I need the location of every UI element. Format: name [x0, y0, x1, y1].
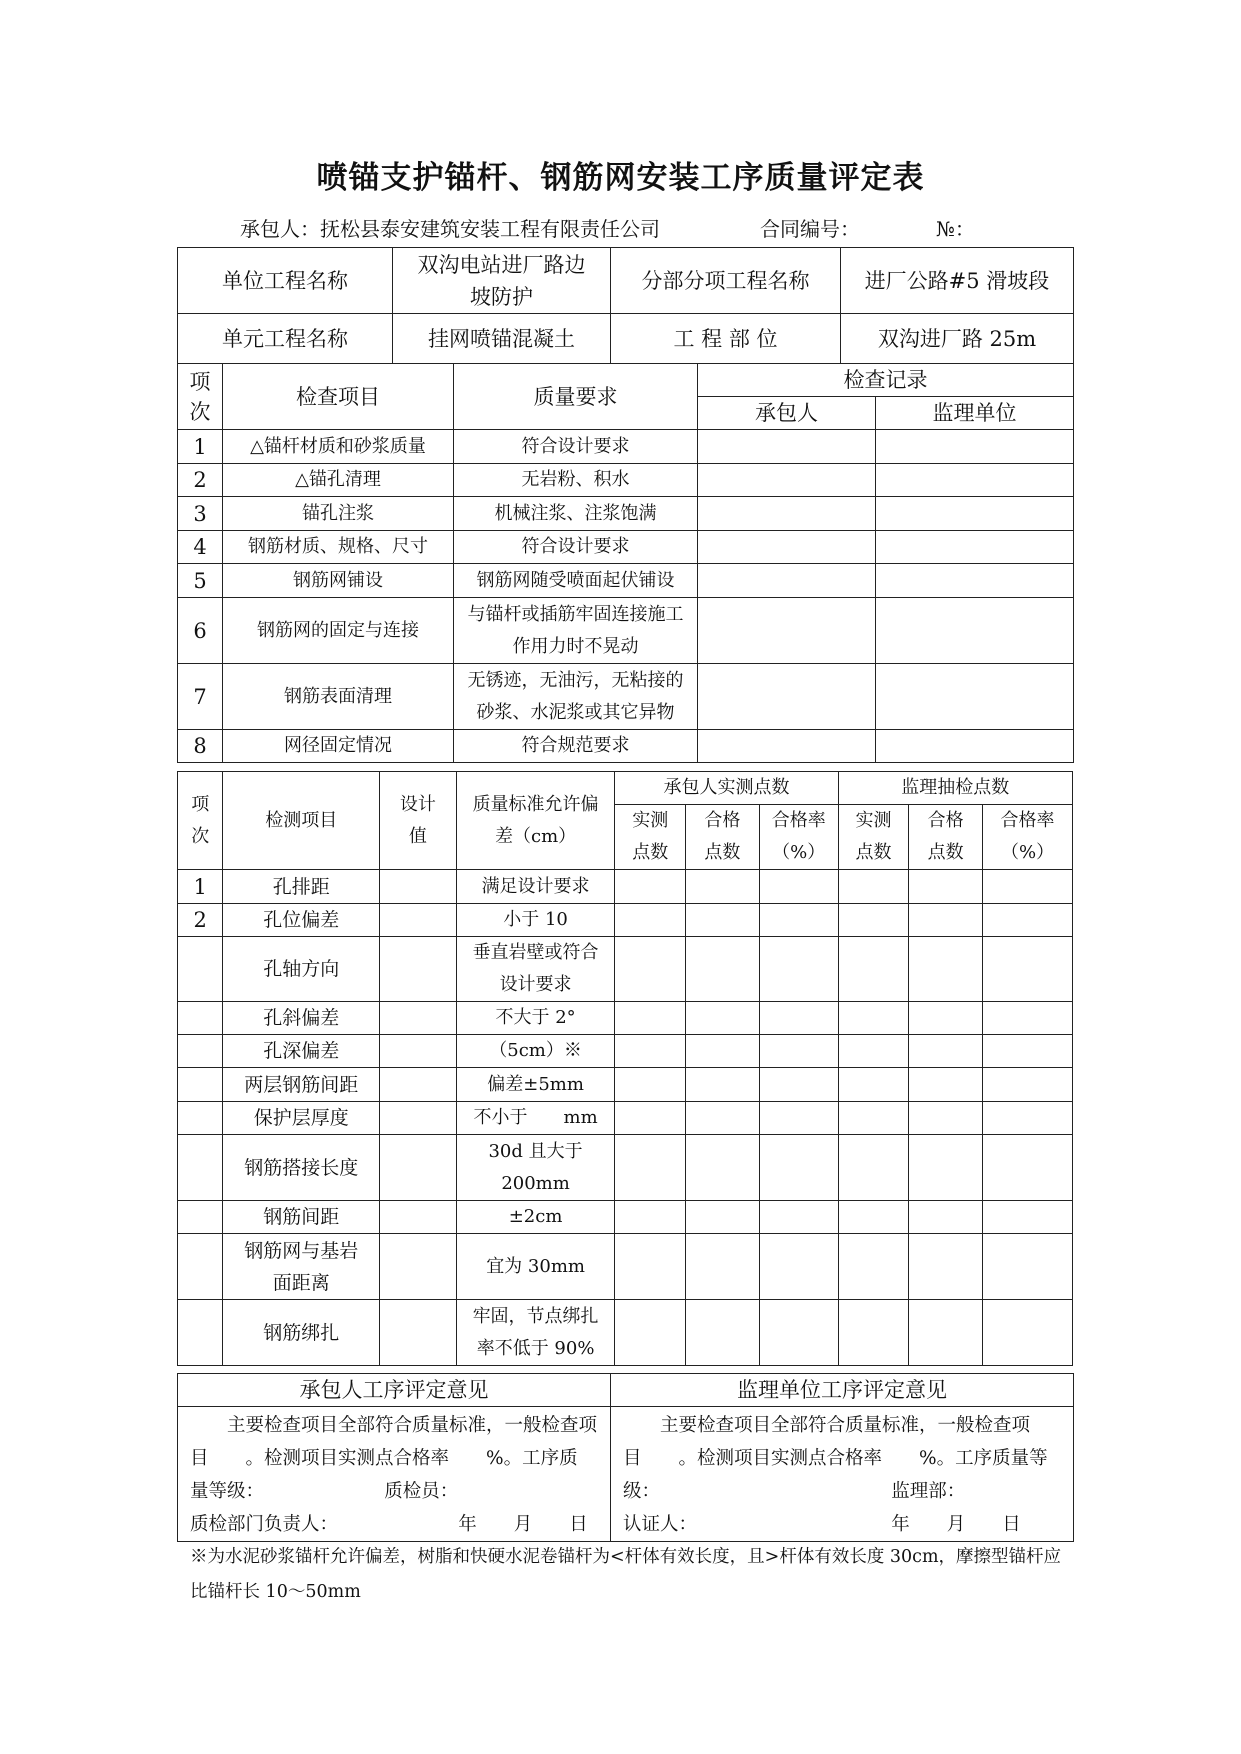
data-cell[interactable]: [759, 1002, 838, 1035]
table-row: [178, 870, 1073, 904]
row-no: [178, 1035, 223, 1068]
supervisor-opinion-line: 认证人： 年 月 日: [623, 1514, 1021, 1535]
row-requirement: 与锚杆或插筋牢固连接施工作用力时不晃动: [454, 598, 698, 664]
contractor-opinion-box[interactable]: [178, 1407, 611, 1542]
row-tolerance: 偏差±5mm: [456, 1068, 615, 1102]
row-tolerance: 小于 10: [456, 904, 615, 937]
data-cell[interactable]: [838, 1201, 909, 1234]
col-record-header: 检查记录: [698, 364, 1074, 397]
data-cell[interactable]: [615, 1102, 686, 1135]
data-cell[interactable]: [686, 1068, 760, 1102]
data-cell[interactable]: [983, 1102, 1073, 1135]
row-no: 4: [178, 531, 223, 564]
table-row: [178, 1300, 1073, 1366]
supervisor-points-header: 监理抽检点数: [838, 772, 1072, 805]
data-cell[interactable]: [615, 1035, 686, 1068]
supervisor-opinion-box[interactable]: [611, 1407, 1074, 1542]
row-item: 两层钢筋间距: [223, 1068, 380, 1102]
data-cell[interactable]: [686, 1035, 760, 1068]
design-value-cell[interactable]: [380, 1300, 457, 1366]
data-cell[interactable]: [759, 1035, 838, 1068]
data-cell[interactable]: [983, 870, 1073, 904]
supervisor-opinion-line: 目 。检测项目实测点合格率 %。工序质量等: [623, 1448, 1048, 1469]
row-item: 钢筋网的固定与连接: [223, 598, 454, 664]
row-item: 孔深偏差: [223, 1035, 380, 1068]
row-no: 3: [178, 497, 223, 531]
data-cell[interactable]: [983, 1035, 1073, 1068]
page-title: 喷锚支护锚杆、钢筋网安装工序质量评定表: [316, 160, 925, 196]
row-item: 钢筋材质、规格、尺寸: [223, 531, 454, 564]
supervisor-opinion-line: 主要检查项目全部符合质量标准，一般检查项: [623, 1415, 1031, 1436]
row-no: [178, 937, 223, 1002]
row-requirement: 符合设计要求: [454, 531, 698, 564]
row-item: 钢筋网铺设: [223, 564, 454, 598]
data-cell[interactable]: [759, 1201, 838, 1234]
data-cell[interactable]: [686, 904, 760, 937]
row-item: △锚杆材质和砂浆质量: [223, 430, 454, 464]
supervisor-record-cell[interactable]: [876, 464, 1074, 497]
data-cell[interactable]: [909, 904, 983, 937]
supervisor-opinion-title: 监理单位工序评定意见: [611, 1374, 1074, 1407]
contractor-record-cell[interactable]: [698, 564, 876, 598]
supervisor-record-cell[interactable]: [876, 664, 1074, 730]
sub-project-value: 进厂公路#5 滑坡段: [841, 248, 1074, 314]
contractor-measured-header: 实测点数: [615, 805, 686, 870]
row-requirement: 无岩粉、积水: [454, 464, 698, 497]
row-no: 1: [178, 430, 223, 464]
row-tolerance: ±2cm: [456, 1201, 615, 1234]
data-cell[interactable]: [686, 1201, 760, 1234]
table-row: [178, 1201, 1073, 1234]
table-row: [178, 937, 1073, 1002]
data-cell[interactable]: [615, 937, 686, 1002]
supervisor-record-cell[interactable]: [876, 564, 1074, 598]
data-cell[interactable]: [838, 904, 909, 937]
sub-project-label: 分部分项工程名称: [611, 248, 841, 314]
data-cell[interactable]: [909, 870, 983, 904]
data-cell[interactable]: [838, 1234, 909, 1300]
contract-no-label: 合同编号：: [760, 217, 860, 241]
supervisor-record-cell[interactable]: [876, 598, 1074, 664]
contractor-record-cell[interactable]: [698, 598, 876, 664]
design-value-cell[interactable]: [380, 1135, 457, 1201]
row-item: 钢筋间距: [223, 1201, 380, 1234]
contractor-opinion-line: 主要检查项目全部符合质量标准，一般检查项: [190, 1415, 598, 1436]
table-row: [178, 464, 1074, 497]
row-no: [178, 1068, 223, 1102]
data-cell[interactable]: [909, 1201, 983, 1234]
design-value-cell[interactable]: [380, 1201, 457, 1234]
row-item: △锚孔清理: [223, 464, 454, 497]
table-row: [178, 531, 1074, 564]
col-item-header: 检测项目: [223, 772, 380, 870]
project-info-table: [177, 247, 1074, 364]
supervisor-record-cell[interactable]: [876, 531, 1074, 564]
contractor-opinion-line: 质检部门负责人： 年 月 日: [190, 1514, 588, 1535]
col-design-header: 设计值: [380, 772, 457, 870]
data-cell[interactable]: [838, 1102, 909, 1135]
data-cell[interactable]: [838, 1135, 909, 1201]
data-cell[interactable]: [615, 1234, 686, 1300]
row-no: 6: [178, 598, 223, 664]
supervisor-qualified-header: 合格点数: [909, 805, 983, 870]
supervisor-rate-header: 合格率（%）: [983, 805, 1073, 870]
row-no: [178, 1135, 223, 1201]
supervisor-opinion-line: 级： 监理部：: [623, 1481, 966, 1502]
row-no: [178, 1234, 223, 1300]
unit-project-label: 单位工程名称: [178, 248, 393, 314]
row-no: [178, 1300, 223, 1366]
row-requirement: 无锈迹，无油污，无粘接的砂浆、水泥浆或其它异物: [454, 664, 698, 730]
row-requirement: 钢筋网随受喷面起伏铺设: [454, 564, 698, 598]
data-cell[interactable]: [909, 1135, 983, 1201]
footnote: ※为水泥砂浆锚杆允许偏差，树脂和快硬水泥卷锚杆为<杆体有效长度，且>杆体有效长度 30cm，摩擦型锚杆应比锚杆长 10～50mm: [190, 1547, 1062, 1602]
row-item: 保护层厚度: [223, 1102, 380, 1135]
row-no: [178, 1201, 223, 1234]
table-row: [178, 1135, 1073, 1201]
row-requirement: 符合规范要求: [454, 730, 698, 763]
col-supervisor-header: 监理单位: [876, 397, 1074, 430]
data-cell[interactable]: [686, 1135, 760, 1201]
col-no-header: 项次: [178, 772, 223, 870]
data-cell[interactable]: [615, 1135, 686, 1201]
opinions-table: [177, 1373, 1074, 1542]
row-no: 1: [178, 870, 223, 904]
contractor-opinion-line: 量等级： 质检员：: [190, 1481, 459, 1502]
contractor-record-cell[interactable]: [698, 730, 876, 763]
data-cell[interactable]: [686, 1234, 760, 1300]
row-tolerance: 牢固，节点绑扎率不低于 90%: [456, 1300, 615, 1366]
data-cell[interactable]: [983, 904, 1073, 937]
data-cell[interactable]: [909, 1300, 983, 1366]
data-cell[interactable]: [759, 1068, 838, 1102]
data-cell[interactable]: [686, 1102, 760, 1135]
table-row: [178, 1234, 1073, 1300]
row-item: 孔排距: [223, 870, 380, 904]
row-no: 2: [178, 464, 223, 497]
table-row: [178, 497, 1074, 531]
row-item: 网径固定情况: [223, 730, 454, 763]
data-cell[interactable]: [759, 1102, 838, 1135]
row-tolerance: 不小于 mm: [456, 1102, 615, 1135]
location-value: 双沟进厂路 25m: [841, 314, 1074, 364]
row-no: 8: [178, 730, 223, 763]
data-cell[interactable]: [686, 937, 760, 1002]
data-cell[interactable]: [686, 1002, 760, 1035]
row-tolerance: 宜为 30mm: [456, 1234, 615, 1300]
row-item: 孔位偏差: [223, 904, 380, 937]
data-cell[interactable]: [759, 1135, 838, 1201]
contractor-opinion-line: 目 。检测项目实测点合格率 %。工序质: [190, 1448, 578, 1469]
contractor-points-header: 承包人实测点数: [615, 772, 838, 805]
supervisor-record-cell[interactable]: [876, 730, 1074, 763]
data-cell[interactable]: [983, 937, 1073, 1002]
contractor-opinion-title: 承包人工序评定意见: [178, 1374, 611, 1407]
row-tolerance: 满足设计要求: [456, 870, 615, 904]
table-row: [178, 664, 1074, 730]
row-item: 钢筋表面清理: [223, 664, 454, 730]
data-cell[interactable]: [838, 1068, 909, 1102]
data-cell[interactable]: [983, 1234, 1073, 1300]
table-row: [178, 598, 1074, 664]
table-row: [178, 564, 1074, 598]
data-cell[interactable]: [686, 1300, 760, 1366]
data-cell[interactable]: [909, 1002, 983, 1035]
data-cell[interactable]: [759, 1234, 838, 1300]
row-item: 孔轴方向: [223, 937, 380, 1002]
row-requirement: 机械注浆、注浆饱满: [454, 497, 698, 531]
table-row: [178, 904, 1073, 937]
data-cell[interactable]: [909, 1102, 983, 1135]
inspection-table: [177, 363, 1074, 763]
data-cell[interactable]: [909, 1035, 983, 1068]
table-row: [178, 1002, 1073, 1035]
data-cell[interactable]: [615, 1300, 686, 1366]
data-cell[interactable]: [909, 937, 983, 1002]
data-cell[interactable]: [983, 1300, 1073, 1366]
element-project-value: 挂网喷锚混凝土: [393, 314, 611, 364]
data-cell[interactable]: [615, 870, 686, 904]
design-value-cell[interactable]: [380, 1035, 457, 1068]
supervisor-record-cell[interactable]: [876, 430, 1074, 464]
row-no: 5: [178, 564, 223, 598]
design-value-cell[interactable]: [380, 1234, 457, 1300]
col-requirement-header: 质量要求: [454, 364, 698, 430]
data-cell[interactable]: [759, 937, 838, 1002]
row-tolerance: 30d 且大于200mm: [456, 1135, 615, 1201]
col-no-header: 项次: [178, 364, 223, 430]
supervisor-measured-header: 实测点数: [838, 805, 909, 870]
contractor-qualified-header: 合格点数: [686, 805, 760, 870]
data-cell[interactable]: [615, 1068, 686, 1102]
col-contractor-header: 承包人: [698, 397, 876, 430]
table-row: [178, 1102, 1073, 1135]
data-cell[interactable]: [838, 937, 909, 1002]
data-cell[interactable]: [838, 1300, 909, 1366]
design-value-cell[interactable]: [380, 937, 457, 1002]
row-no: [178, 1002, 223, 1035]
supervisor-record-cell[interactable]: [876, 497, 1074, 531]
row-tolerance: 垂直岩壁或符合设计要求: [456, 937, 615, 1002]
data-cell[interactable]: [838, 1035, 909, 1068]
contractor-line: 承包人：抚松县泰安建筑安装工程有限责任公司: [240, 217, 660, 241]
contractor-record-cell[interactable]: [698, 430, 876, 464]
data-cell[interactable]: [615, 904, 686, 937]
contractor-rate-header: 合格率（%）: [759, 805, 838, 870]
number-label: №：: [936, 217, 975, 241]
element-project-label: 单元工程名称: [178, 314, 393, 364]
data-cell[interactable]: [759, 1300, 838, 1366]
data-cell[interactable]: [909, 1068, 983, 1102]
design-value-cell[interactable]: [380, 1002, 457, 1035]
data-cell[interactable]: [983, 1068, 1073, 1102]
data-cell[interactable]: [759, 870, 838, 904]
contractor-record-cell[interactable]: [698, 531, 876, 564]
row-item: 钢筋绑扎: [223, 1300, 380, 1366]
unit-project-value: 双沟电站进厂路边坡防护: [393, 248, 611, 314]
design-value-cell[interactable]: [380, 1102, 457, 1135]
location-label: 工 程 部 位: [611, 314, 841, 364]
table-row: [178, 1035, 1073, 1068]
data-cell[interactable]: [686, 870, 760, 904]
data-cell[interactable]: [983, 1201, 1073, 1234]
col-item-header: 检查项目: [223, 364, 454, 430]
design-value-cell[interactable]: [380, 870, 457, 904]
data-cell[interactable]: [909, 1234, 983, 1300]
table-row: [178, 1068, 1073, 1102]
table-row: [178, 430, 1074, 464]
row-no: [178, 1102, 223, 1135]
row-tolerance: 不大于 2°: [456, 1002, 615, 1035]
col-tolerance-header: 质量标准允许偏差（cm）: [456, 772, 615, 870]
contractor-record-cell[interactable]: [698, 497, 876, 531]
data-cell[interactable]: [983, 1002, 1073, 1035]
data-cell[interactable]: [983, 1135, 1073, 1201]
row-item: 钢筋网与基岩面距离: [223, 1234, 380, 1300]
contractor-record-cell[interactable]: [698, 464, 876, 497]
row-item: 孔斜偏差: [223, 1002, 380, 1035]
data-cell[interactable]: [838, 870, 909, 904]
row-no: 7: [178, 664, 223, 730]
data-cell[interactable]: [615, 1201, 686, 1234]
row-requirement: 符合设计要求: [454, 430, 698, 464]
design-value-cell[interactable]: [380, 904, 457, 937]
row-item: 锚孔注浆: [223, 497, 454, 531]
row-tolerance: （5cm）※: [456, 1035, 615, 1068]
measurement-table: [177, 771, 1073, 1366]
row-no: 2: [178, 904, 223, 937]
data-cell[interactable]: [759, 904, 838, 937]
data-cell[interactable]: [838, 1002, 909, 1035]
row-item: 钢筋搭接长度: [223, 1135, 380, 1201]
table-row: [178, 730, 1074, 763]
data-cell[interactable]: [615, 1002, 686, 1035]
contractor-record-cell[interactable]: [698, 664, 876, 730]
design-value-cell[interactable]: [380, 1068, 457, 1102]
